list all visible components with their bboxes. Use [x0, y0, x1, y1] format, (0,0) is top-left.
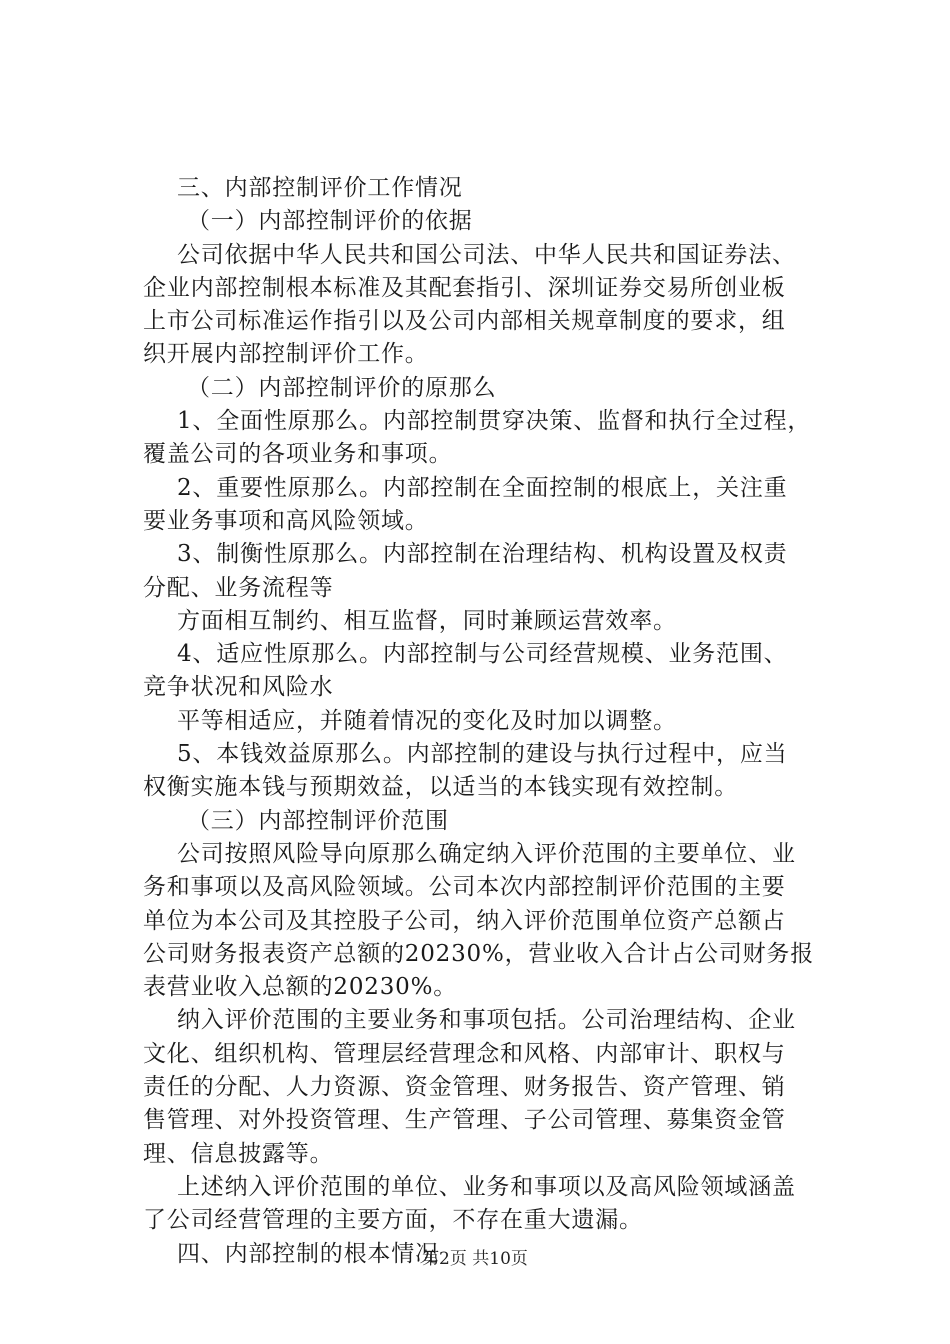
text-line: 要业务事项和高风险领域。: [143, 507, 429, 534]
text-line: 3、制衡性原那么。内部控制在治理结构、机构设置及权责: [177, 541, 788, 568]
text-line: 售管理、对外投资管理、生产管理、子公司管理、募集资金管: [143, 1107, 786, 1134]
text-line: 上述纳入评价范围的单位、业务和事项以及高风险领域涵盖: [177, 1173, 796, 1200]
text-line: 四、内部控制的根本情况: [177, 1240, 439, 1267]
text-line: 纳入评价范围的主要业务和事项包括。公司治理结构、企业: [177, 1007, 796, 1034]
text-line: 上市公司标准运作指引以及公司内部相关规章制度的要求，组: [143, 308, 786, 335]
text-line: 4、适应性原那么。内部控制与公司经营规模、业务范围、: [177, 641, 788, 668]
text-line: 表营业收入总额的20230%。: [143, 974, 458, 1001]
text-line: 三、内部控制评价工作情况: [177, 175, 463, 201]
text-line: 企业内部控制根本标准及其配套指引、深圳证券交易所创业板: [143, 274, 786, 301]
text-line: 责任的分配、人力资源、资金管理、财务报告、资产管理、销: [143, 1074, 786, 1101]
text-line: 1、全面性原那么。内部控制贯穿决策、监督和执行全过程，: [177, 408, 812, 435]
text-line: 文化、组织机构、管理层经营理念和风格、内部审计、职权与: [143, 1040, 786, 1067]
text-line: 平等相适应，并随着情况的变化及时加以调整。: [177, 707, 677, 734]
text-line: （一）内部控制评价的依据: [187, 208, 473, 235]
text-line: 2、重要性原那么。内部控制在全面控制的根底上，关注重: [177, 474, 788, 501]
text-line: 竞争状况和风险水: [143, 674, 334, 701]
text-line: 5、本钱效益原那么。内部控制的建设与执行过程中，应当: [177, 741, 788, 768]
text-line: 织开展内部控制评价工作。: [143, 341, 429, 368]
text-line: 方面相互制约、相互监督，同时兼顾运营效率。: [177, 607, 677, 634]
page-footer: 第2页 共10页: [422, 1249, 528, 1269]
text-line: 分配、业务流程等: [143, 574, 334, 601]
text-line: 了公司经营管理的主要方面，不存在重大遗漏。: [143, 1207, 643, 1234]
text-line: 务和事项以及高风险领域。公司本次内部控制评价范围的主要: [143, 874, 786, 901]
text-line: 单位为本公司及其控股子公司，纳入评价范围单位资产总额占: [143, 907, 786, 934]
text-line: 公司依据中华人民共和国公司法、中华人民共和国证券法、: [177, 241, 796, 268]
text-line: （二）内部控制评价的原那么: [187, 374, 497, 401]
text-line: 公司财务报表资产总额的20230%，营业收入合计占公司财务报: [143, 940, 815, 967]
text-line: 覆盖公司的各项业务和事项。: [143, 441, 453, 468]
text-line: （三）内部控制评价范围: [187, 807, 449, 834]
text-line: 公司按照风险导向原那么确定纳入评价范围的主要单位、业: [177, 840, 796, 867]
text-line: 权衡实施本钱与预期效益，以适当的本钱实现有效控制。: [143, 774, 738, 801]
text-line: 理、信息披露等。: [143, 1140, 334, 1167]
document-body: [143, 172, 843, 1271]
